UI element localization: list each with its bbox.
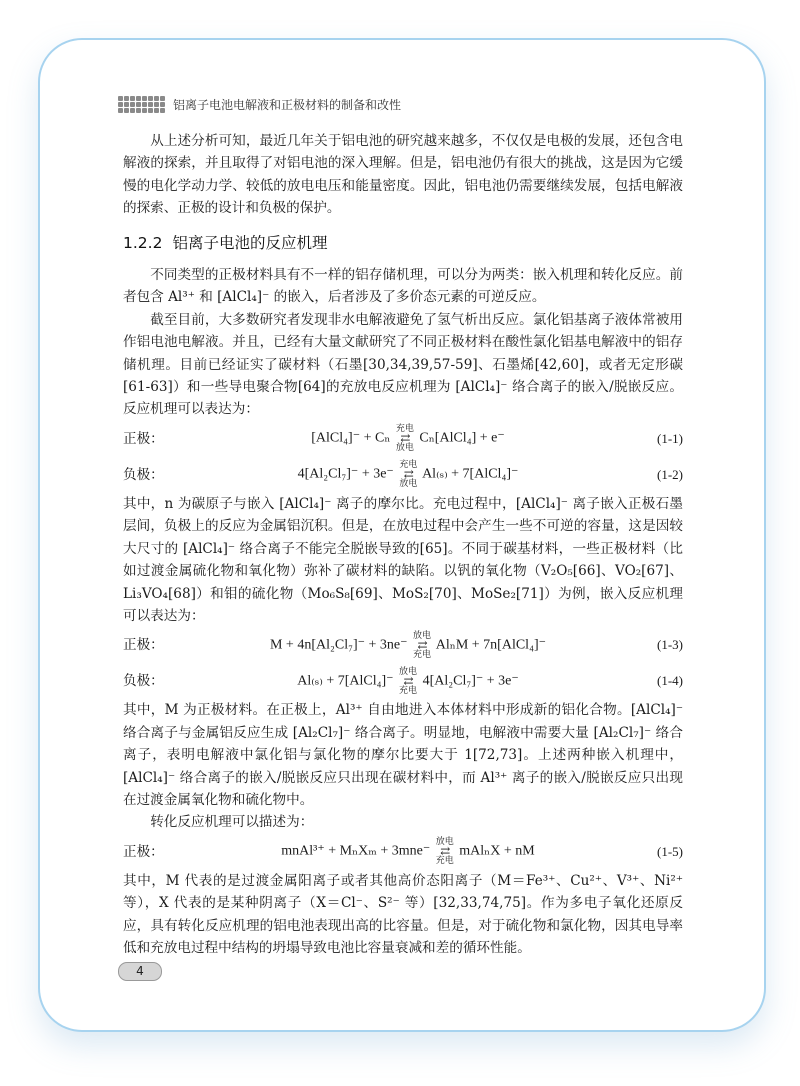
equation-number: (1-3) [657,637,683,653]
equation-1-5 [123,834,683,870]
running-title: 铝离子电池电解液和正极材料的制备和改性 [173,98,402,112]
reversible-arrow-icon: 充电 ⇄ 放电 [399,460,418,490]
page-body [123,130,683,959]
reversible-arrow-icon: 充电 ⇄ 放电 [395,424,414,454]
equation-number: (1-4) [657,673,683,689]
equation-label: 负极： [123,466,164,483]
reversible-arrow-icon: 放电 ⇄ 充电 [413,630,432,660]
paragraph-7: 其中，M 代表的是过渡金属阳离子或者其他高价态阳离子（M＝Fe³⁺、Cu²⁺、V³⁺、Ni²⁺ 等），X 代表的是某种阴离子（X＝Cl⁻、S²⁻ 等）[32,33,74,75]。作为多电子氧化还原反应，具有转化反应机理的铝电池表现出高的比容量。但是，对于硫化物和氯化物，因其电导率低和充放电过程中结构的坍塌导致电池比容量衰减和差的循环性能。 [123,872,683,956]
paragraph-3: 截至目前，大多数研究者发现非水电解液避免了氢气析出反应。氯化铝基离子液体常被用作铝电池电解液。并且，已经有大量文献研究了不同正极材料在酸性氯化铝基电解液中的铝存储机理。目前已经证实了碳材料（石墨[30,34,39,57-59]、石墨烯[42,60]，或者无定形碳[61-63]）和一些导电聚合物[64]的充放电反应机理为 [AlCl₄]⁻ 络合离子的嵌入/脱嵌反应。反应机理可以表达为： [123,311,683,418]
paragraph-5: 其中，M 为正极材料。在正极上，Al³⁺ 自由地进入本体材料中形成新的铝化合物。[AlCl₄]⁻ 络合离子与金属铝反应生成 [Al₂Cl₇]⁻ 络合离子。明显地，电解液中需要大量 [Al₂Cl₇]⁻ 络合离子，表明电解液中氯化铝与氯化物的摩尔比要大于 1[72,73]。上述两种嵌入机理中，[AlCl₄]⁻ 络合离子的嵌入/脱嵌反应只出现在碳材料中，而 Al³⁺ 离子的嵌入/脱嵌反应只出现在过渡金属氧化物和硫化物中。 [123,702,683,808]
reversible-arrow-icon: 放电 ⇄ 充电 [435,837,454,867]
equation-right: AlₙM + 7n[AlCl₄]⁻ [435,637,547,653]
paragraph-2: 不同类型的正极材料具有不一样的铝存储机理，可以分为两类：嵌入机理和转化反应。前者包含 Al³⁺ 和 [AlCl₄]⁻ 的嵌入，后者涉及了多价态元素的可逆反应。 [123,267,683,306]
equation-1-2 [123,457,683,493]
equation-left: mnAl³⁺ + MₙXₘ + 3mne⁻ [281,843,431,859]
equation-number: (1-5) [657,843,683,859]
equation-right: 4[Al₂Cl₇]⁻ + 3e⁻ [422,673,519,689]
equation-number: (1-1) [657,430,683,446]
equation-label: 正极： [123,637,164,654]
equation-number: (1-2) [657,466,683,482]
reversible-arrow-icon: 放电 ⇄ 充电 [399,666,418,696]
equation-label: 正极： [123,843,164,860]
equation-left: Al₍ₛ₎ + 7[AlCl₄]⁻ [297,673,394,689]
paragraph-4: 其中，n 为碳原子与嵌入 [AlCl₄]⁻ 离子的摩尔比。充电过程中，[AlCl₄]⁻ 离子嵌入正极石墨层间，负极上的反应为金属铝沉积。但是，在放电过程中会产生一些不可逆的容量，这是因较大尺寸的 [AlCl₄]⁻ 络合离子不能完全脱嵌导致的[65]。不同于碳基材料，一些正极材料（比如过渡金属硫化物和氧化物）弥补了碳材料的缺陷。以钒的氧化物（V₂O₅[66]、VO₂[67]、Li₃VO₄[68]）和钼的硫化物（Mo₆S₈[69]、MoS₂[70]、MoSe₂[71]）为例，嵌入反应机理可以表达为： [123,495,683,624]
equation-label: 负极： [123,673,164,690]
equation-1-4 [123,663,683,699]
equation-left: 4[Al₂Cl₇]⁻ + 3e⁻ [297,467,394,483]
equation-left: [AlCl₄]⁻ + Cₙ [311,431,391,447]
running-head [118,96,401,113]
paragraph-6: 转化反应机理可以描述为： [150,814,314,831]
page-number: 4 [118,962,162,981]
header-dot-pattern-icon [118,96,165,113]
section-title: 铝离子电池的反应机理 [172,233,328,252]
equation-1-3 [123,627,683,663]
equation-right: Al₍ₛ₎ + 7[AlCl₄]⁻ [422,467,519,483]
section-number: 1.2.2 [123,233,163,252]
equation-left: M + 4n[Al₂Cl₇]⁻ + 3ne⁻ [269,637,408,653]
equation-right: Cₙ[AlCl₄] + e⁻ [419,431,505,447]
equation-right: mAlₙX + nM [459,843,535,859]
paragraph-1: 从上述分析可知，最近几年关于铝电池的研究越来越多，不仅仅是电极的发展，还包含电解液的探索，并且取得了对铝电池的深入理解。但是，铝电池仍有很大的挑战，这是因为它缓慢的电化学动力学、较低的放电电压和能量密度。因此，铝电池仍需要继续发展，包括电解液的探索、正极的设计和负极的保护。 [123,133,683,217]
equation-1-1 [123,421,683,457]
equation-label: 正极： [123,430,164,447]
section-heading [123,232,683,254]
